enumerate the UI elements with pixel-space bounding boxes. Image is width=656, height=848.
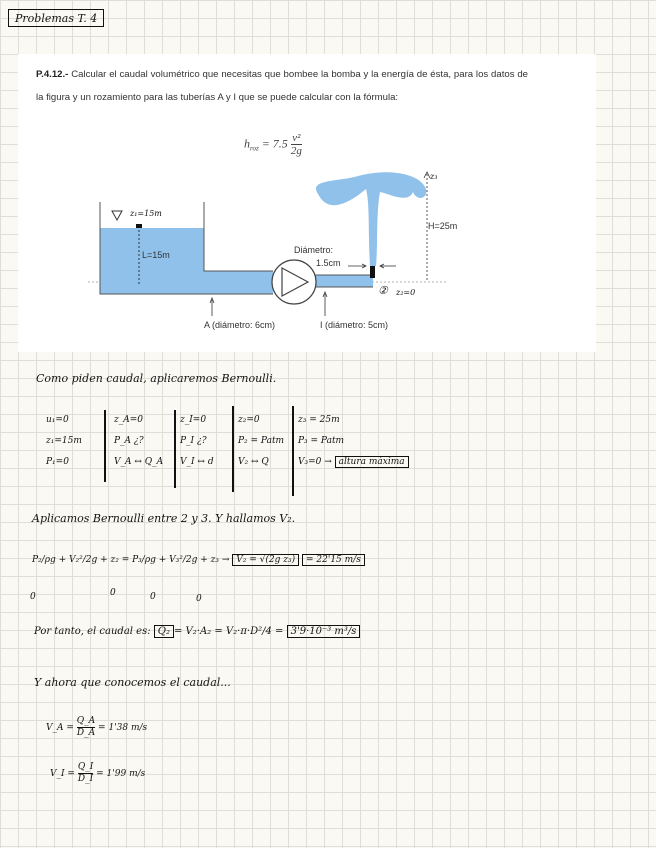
free-surface-marker [112, 211, 122, 220]
table-cell: P₁=0 [46, 457, 69, 467]
zero-mark: 0 [196, 594, 202, 604]
nozzle [370, 264, 375, 278]
zero-mark: 0 [30, 592, 36, 602]
page-title-text: Problemas T. 4 [15, 12, 98, 25]
zero-mark: 0 [150, 592, 156, 602]
table-cell: V₃=0 → [298, 457, 332, 467]
caudal-line [34, 626, 360, 637]
system-diagram [18, 54, 596, 352]
caudal-intro: Por tanto, el caudal es: [34, 626, 151, 637]
table-col-3 [180, 410, 214, 500]
table-divider [104, 410, 106, 482]
table-col-2 [114, 410, 163, 500]
caudal-value-box: 3'9·10⁻³ m³/s [287, 625, 361, 638]
table-cell: z₃ = 25m [298, 415, 340, 425]
v2-result-box: V₂ = √(2g z₃) [232, 554, 299, 566]
va-value: = 1'38 m/s [98, 723, 148, 733]
page-title [8, 9, 104, 27]
table-cell: u₁=0 [46, 415, 69, 425]
z1-label: z₁=15m [130, 209, 162, 218]
table-cell: V_I ↔ d [180, 457, 214, 467]
zero-mark: 0 [110, 588, 116, 598]
table-divider [292, 406, 294, 496]
z2-label: z₂=0 [396, 288, 416, 297]
table-cell: V₂ ↔ Q [238, 457, 269, 467]
va-lhs: V_A = [46, 723, 74, 733]
table-cell: z_A=0 [114, 415, 144, 425]
tank-water [100, 228, 273, 294]
bernoulli-arrow: → [221, 555, 230, 565]
va-equation [46, 716, 147, 739]
note-line-2: Aplicamos Bernoulli entre 2 y 3. Y hallamos V₂. [32, 512, 296, 525]
table-col-5 [298, 410, 409, 500]
vi-equation [50, 762, 145, 785]
table-cell: P_A ¿? [114, 436, 144, 446]
pipe-I-water [315, 275, 373, 287]
table-divider [232, 406, 234, 492]
point-2-label: ② [378, 284, 388, 297]
formula-num: v² [292, 132, 301, 144]
table-cell: V_A ↔ Q_A [114, 457, 164, 467]
pipe-I-label: I (diámetro: 5cm) [320, 320, 389, 330]
vi-lhs: V_I = [50, 769, 75, 779]
va-fraction [77, 716, 95, 739]
max-height-box: altura máxima [335, 456, 409, 468]
table-cell: P₃ = Patm [298, 436, 345, 446]
va-den: D_A [76, 728, 96, 738]
table-cell: z_I=0 [180, 415, 207, 425]
vi-value: = 1'99 m/s [96, 769, 146, 779]
problem-label: P.4.12.- [36, 69, 69, 80]
z3-label: z₃ [430, 172, 438, 181]
H-label: H=25m [428, 221, 458, 231]
bernoulli-lhs: P₂/ρg + V₂²/2g + z₂ = P₃/ρg + V₃²/2g + z₃ [32, 555, 219, 565]
L-label: L=15m [142, 250, 170, 260]
vi-den: D_I [77, 774, 94, 784]
formula-eq: = 7.5 [261, 136, 288, 151]
table-cell: z₁=15m [46, 436, 82, 446]
vi-num: Q_I [77, 762, 94, 772]
problem-card [18, 54, 596, 352]
table-cell: P_I ¿? [180, 436, 207, 446]
formula-den: 2g [290, 145, 302, 157]
formula-lhs-sub: roz [250, 144, 259, 153]
problem-text: Calcular el caudal volumétrico que necesitas que bombee la bomba y la energía de ésta, para los datos de la figura y un rozamiento para las tuberías A y I que se puede calcular con la fórmula: [36, 69, 528, 103]
caudal-expr: = V₂·A₂ = V₂·π·D²/4 = [173, 626, 284, 637]
note-line-4: Y ahora que conocemos el caudal... [34, 676, 231, 689]
vi-fraction [78, 762, 93, 785]
pipe-A-label: A (diámetro: 6cm) [204, 320, 276, 330]
diameter-value: 1.5cm [316, 258, 341, 268]
note-line-1: Como piden caudal, aplicaremos Bernoulli. [36, 372, 277, 385]
table-cell: P₂ = Patm [238, 436, 285, 446]
v2-value-box: = 22'15 m/s [302, 554, 365, 566]
bernoulli-equation [32, 555, 365, 565]
table-col-1 [46, 410, 82, 500]
va-num: Q_A [76, 716, 96, 726]
q2-box: Q₂ [154, 625, 174, 638]
table-divider [174, 410, 176, 488]
formula-lhs: h [244, 136, 250, 151]
diameter-title: Diámetro: [294, 245, 334, 255]
table-cell: z₂=0 [238, 415, 260, 425]
table-col-4 [238, 410, 284, 500]
